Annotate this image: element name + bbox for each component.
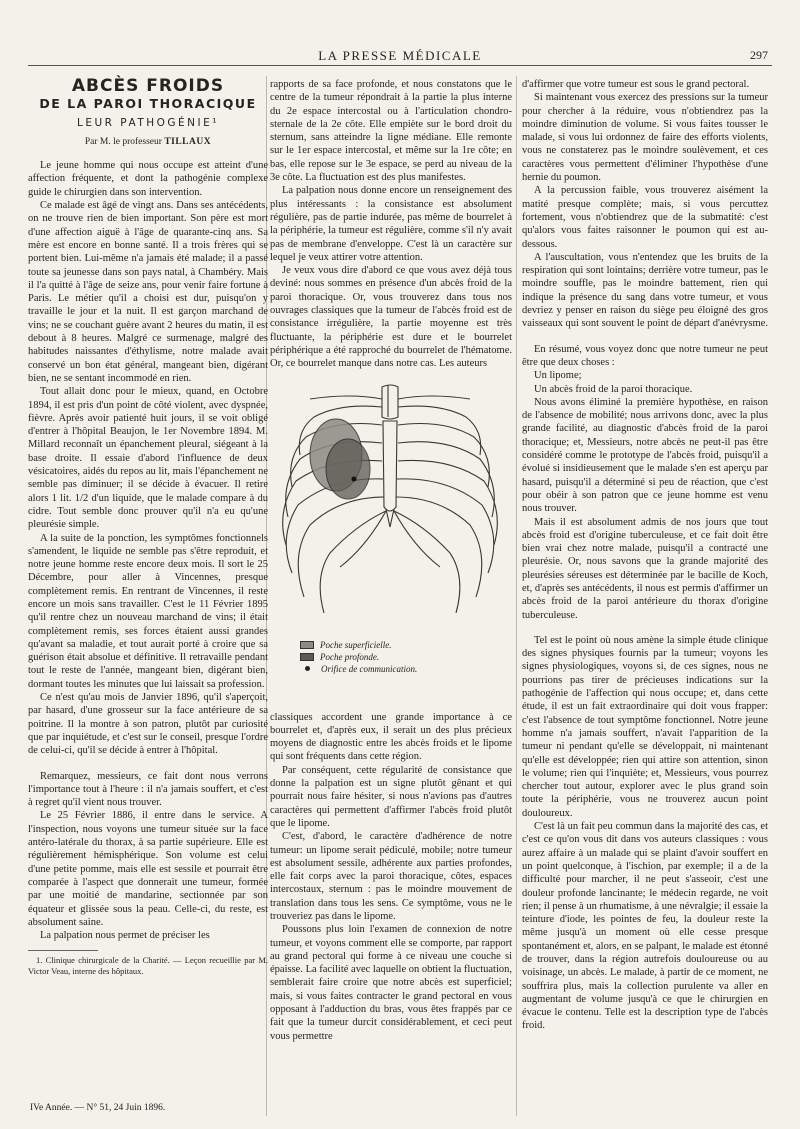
paragraph: rapports de sa face profonde, et nous constatons que le centre de la tumeur répondrait à la partie la plus interne du 2e espace intercostal ou à l'articulation chondro-sternale de la 2e côte. Elle empiète sur le bord droit du sternum, sans atteindre la ligne médiane. Elle remonte sur le 1er espace intercostal, et même sur la 1re côte; en bas, elle repose sur le 3e espace, se perd au niveau de la 3e côte. La fluctuation est des plus manifestes. — [270, 79, 512, 184]
author-prefix: Par M. le professeur — [84, 136, 162, 147]
orifice-dot — [305, 666, 310, 671]
paragraph: Mais il est absolument admis de nos jours que tout abcès froid est d'origine tuberculeuse, et ce fait doit être bien vrai chez notre malade, puisqu'il a contracté une pleurésie. Or, nous savons que la grande majorité des pleurésies séreuses est déterminée par le bacille de Koch, et, d'après ses antécédents, il nous est permis d'affirmer un abcès froid de la paroi antérieure du thorax d'origine tuberculeuse. — [522, 516, 768, 621]
footnote: 1. Clinique chirurgicale de la Charité. — Leçon recueillie par M. Victor Veau, interne des hôpitaux. — [28, 955, 268, 977]
article-author — [28, 136, 268, 149]
legend-orifice: Orifice de communication. — [321, 663, 418, 674]
issue-footer: IVe Année. — N° 51, 24 Juin 1896. — [30, 1103, 166, 1113]
column-3 — [522, 78, 768, 1033]
paragraph: Par conséquent, cette régularité de consistance que donne la palpation est un signe plutôt gênant et qui pourrait nous faire hésiter, si nous n'avions pas d'autres caractères qui permettent d'affirmer l'abcès froid plutôt que le lipome. — [270, 764, 512, 829]
page-number: 297 — [750, 48, 768, 62]
paragraph: A la suite de la ponction, les symptômes fonctionnels s'amendent, le liquide ne semble pas s'être reproduit, et notre jeune homme reste encore deux mois. Il sort le 25 Décembre, pour aller à Vincennes, presque complètement remis. En rentrant de Vincennes, il reste encore un mois sans travailler. C'est le 11 Février 1895 qu'il rentre chez un nouveau marchand de vins; il était complètement remis, ses forces étaient aussi grandes qu'avant sa maladie, et tout aurait porté à croire que sa guérison était absolue et définitive. Il retravaille pendant tout le reste de l'année, mangeant bien, digérant bien, dormant toutes les minutes que lui laissait sa profession. — [28, 532, 268, 690]
xiphoid — [386, 509, 394, 527]
paragraph: Remarquez, messieurs, ce fait dont nous verrons l'importance tout à l'heure : il n'a jamais souffert, et c'est à regret qu'il vient nous trouver. — [28, 770, 268, 809]
footnote-rule — [28, 950, 98, 951]
sternum-body — [383, 421, 397, 511]
section-gap — [522, 622, 768, 634]
author-name: TILLAUX — [164, 136, 212, 147]
paragraph: En résumé, vous voyez donc que notre tumeur ne peut être que deux choses : — [522, 343, 768, 368]
section-gap — [522, 331, 768, 343]
page-header — [28, 44, 772, 66]
legend-superficial: Poche superficielle. — [320, 639, 392, 650]
communication-orifice — [352, 476, 357, 481]
article-title: ABCÈS FROIDS — [71, 76, 225, 96]
manubrium — [382, 385, 398, 419]
thorax-illustration — [270, 377, 512, 639]
paragraph: Ce n'est qu'au mois de Janvier 1896, qu'il s'aperçoit, par hasard, d'une grosseur sur la face antérieure de sa poitrine. Il la montre à son patron, plutôt par curiosité que par inquiétude, et c'est sur le conseil, presque l'ordre de celui-ci, qu'il se décide à entrer à l'hôpital. — [28, 692, 268, 757]
paragraph: A la percussion faible, vous trouverez aisément la matité presque complète; mais, si vous percuttez fortement, vous n'obtiendrez que de la submatité: c'est qu'alors vous faites raisonner le poumon qui est au-dessous. — [522, 185, 768, 250]
paragraph: Tout allait donc pour le mieux, quand, en Octobre 1894, il est pris d'un point de côté violent, avec dyspnée, fièvre. Après avoir patienté huit jours, il se voit obligé d'entrer à l'hôpital Beaujon, le 1er Novembre 1894. M. Millard reconnaît un épanchement pleural, siégeant à la base droite. Il essaie d'abord l'influence de deux vésicatoires, aidés du repos au lit, mais l'épanchement ne semble pas diminuer; il se décide à évacuer. Il retire alors 1 lit. 1/2 d'un liquide, que le malade compare à du cidre. Tout semble donc prouver qu'il n'a eu qu'une pleurésie simple. — [28, 386, 268, 531]
paragraph: Poussons plus loin l'examen de connexion de notre tumeur, et voyons comment elle se comporte, par rapport au grand pectoral qui forme à ce niveau une couche si épaisse. La facilité avec laquelle on obtient la fluctuation, semblerait faire croire que notre abcès est superficiel; mais, si vous faites contracter le grand pectoral en vous opposant à l'adduction du bras, vous êtes frappés par ce fait que la tumeur durcit considérablement, et ceci peut vous permettre — [270, 924, 512, 1042]
paragraph: Un abcès froid de la paroi thoracique. — [534, 383, 693, 395]
deep-swatch — [300, 653, 314, 661]
legend-deep: Poche profonde. — [320, 651, 380, 662]
figure-legend — [300, 639, 417, 675]
paragraph: Si maintenant vous exercez des pressions sur la tumeur pour chercher à la réduire, vous n'obtiendrez pas la moindre diminution de volume. Si vous faites tousser le malade, si vous lui ordonnez de faire des efforts violents, vous ne constaterez pas le moindre soulèvement, et ces caractères vous permettent d'éliminer l'hypothèse d'une hernie du poumon. — [522, 92, 768, 184]
paragraph: Tel est le point où nous amène la simple étude clinique des signes physiques fournis par la tumeur; voyons les signes physiologiques, voyons si, de ces signes, nous ne pourrions pas tirer de précieuses indications sur la pathogénie de l'affection qui nous occupe; et, dans cette étude, il est un fait extraordinaire qui doit vous frapper: c'est l'absence de tout symptôme fonctionnel. Notre jeune homme n'a jamais souffert, n'avait l'apparition de la tumeur ni pendant qu'elle se développait, ni maintenant qu'elle est développée; rien qui attire son attention, sinon le volume; rien qui l'inquiète; et, Messieurs, vous pourrez chercher tout autour, explorer avec le plus grand soin toute la périphérie, vous ne trouverez aucun point douloureux. — [522, 634, 768, 819]
paragraph: C'est, d'abord, le caractère d'adhérence de notre tumeur: un lipome serait pédiculé, mobile; notre tumeur est absolument sessile, adhérente aux parties profondes, elle fait corps avec la paroi thoracique, côtes, espaces intercostaux, sternum : pas le moindre mouvement de translation dans tous les sens. Ce symptôme, vous ne le trouveriez pas dans le lipome. — [270, 831, 512, 922]
paragraph: La palpation nous permet de préciser les — [40, 930, 210, 942]
superficial-swatch — [300, 641, 314, 649]
column-1 — [28, 76, 268, 977]
column-rule — [516, 76, 517, 1116]
paragraph: Le 25 Février 1886, il entre dans le service. A l'inspection, nous voyons une tumeur située sur la face antéro-latérale du thorax, à sa partie supérieure. Elle est régulièrement hémisphérique. Son volume est celui d'une petite pomme, mais elle est sessile et pourrait être comparée à l'aspect que donnerait une tumeur, formée par une moitié de mandarine, sectionnée par son équateur et glissée sous la peau. Celle-ci, du reste, est absolument saine. — [28, 810, 268, 928]
article-subtitle: DE LA PAROI THORACIQUE — [39, 96, 257, 112]
paragraph: Nous avons éliminé la première hypothèse, en raison de l'absence de mobilité; nous arrivons donc, avec la plus grande facilité, au diagnostic d'abcès froid de la paroi thoracique; et, Messieurs, notre abcès ne peut-il pas être considéré comme le prototype de l'abcès froid, puisqu'il a évolué si insidieusement que le malade s'en est aperçu par hasard, puisqu'il a déterminé si peu de réaction, que c'est pour obéir à son patron que ce jeune homme est venu nous trouver. — [522, 396, 768, 515]
thorax-figure — [270, 377, 512, 707]
clavicle-right — [310, 396, 382, 399]
deep-pocket — [326, 439, 370, 499]
column-2 — [270, 78, 512, 1043]
paragraph: La palpation nous donne encore un renseignement des plus intéressants : la consistance est absolument régulière, pas de partie indurée, pas même de bourrelet à la périphérie, la tumeur est régulière, comme s'il n'y avait pas de membrane d'enveloppe. C'est là un caractère sur lequel je veux attirer votre attention. — [270, 185, 512, 263]
paragraph: Un lipome; — [534, 370, 582, 382]
paragraph: Je veux vous dire d'abord ce que vous avez déjà tous deviné: nous sommes en présence d'un abcès froid de la paroi thoracique. Or, vous trouverez dans tous nos ouvrages classiques que la tumeur de l'abcès froid est de consistance irrégulière, la partie moyenne est très fluctuante, la périphérie est dure et le bourrelet périphérique a été rapproché du bourrelet de l'hématome. Or, ce bourrelet manque dans notre cas. Les auteurs — [270, 265, 512, 370]
article-subsubtitle: LEUR PATHOGÉNIE¹ — [77, 116, 219, 129]
journal-title: LA PRESSE MÉDICALE — [318, 48, 482, 63]
paragraph: A l'auscultation, vous n'entendez que les bruits de la respiration qui sont lointains; derrière votre tumeur, pas le moindre souffle, pas le moindre battement, rien qui indique la présence du sang dans votre tumeur, et vous devriez y penser en raison du siège peu éloigné des gros vaisseaux qui sont souvent le point de départ d'anévrysme. — [522, 251, 768, 330]
paragraph: classiques accordent une grande importance à ce bourrelet et, d'après eux, il serait un des plus précieux moyens de diagnostic entre les abcès froids et le lipome qui sont fréquents dans cette région. — [270, 711, 512, 763]
paragraph: C'est là un fait peu commun dans la majorité des cas, et c'est ce qu'on vous dit dans vos auteurs classiques : vous aurez affaire à un malade qui se plaint d'avoir souffert en un point quelconque, à l'ischion, par exemple; il a de la difficulté pour marcher, il ne peut s'asseoir, c'est une douleur profonde lancinante; le médecin regarde, ne voit rien; il pense à un rhumatisme, à une névralgie; il essaie la teinture d'iode, les pointes de feu, la douleur reste la même jusqu'à un moment où elle cesse presque spontanément et, alors, en se palpant, le malade est étonné de trouver, dans la région autrefois douloureuse ou au voisinage, un abcès. Le malade, à partir de ce moment, ne souffrira plus, mais la collection purulente va aller en augmentant de volume jusqu'à ce que le chirurgien en évacue le contenu. Telle est la description type de l'abcès froid. — [522, 821, 768, 1032]
section-gap — [28, 758, 268, 770]
clavicle-left — [398, 396, 470, 399]
paragraph: Le jeune homme qui nous occupe est atteint d'une affection fréquente, et dont la pathogénie complexe guide le chirurgien dans son intervention. — [28, 160, 268, 198]
paragraph: Ce malade est âgé de vingt ans. Dans ses antécédents, on ne trouve rien de bien important. Son père est mort d'une affection aiguë à l'âge de quarante-cinq ans. Sa mère est encore en bonne santé. Il a trois frères qui se portent bien. Lui-même n'a jamais été malade; il a passé toute sa jeunesse dans son pays natal, à Chambéry. Mais il l'a quitté à l'âge de seize ans, pour venir faire fortune à Paris. Le métier qu'il a choisi est dur, puisqu'on y travaille le jour et la nuit. Il est garçon marchand de vins; ne se couchant guère avant 2 heures du matin, il est debout à 8 heures. Malgré ce surmenage, malgré des habitudes naissantes d'éthylisme, notre malade avait conservé un bon état général, mangeant bien, digérant bien, ne se sentant incommodé en rien. — [28, 200, 268, 384]
paragraph: d'affirmer que votre tumeur est sous le grand pectoral. — [522, 79, 750, 90]
